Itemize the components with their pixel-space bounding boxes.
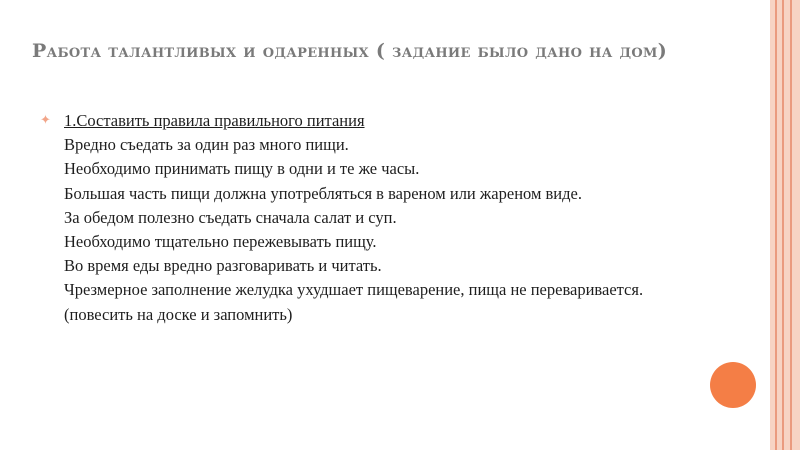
rule-line: Во время еды вредно разговаривать и читать. [64, 256, 382, 276]
bullet-icon: ✦ [40, 113, 51, 128]
stripe-line [782, 0, 784, 450]
rule-line: За обедом полезно съедать сначала салат и суп. [64, 207, 397, 227]
decorative-circle [710, 362, 756, 408]
rule-line: Необходимо тщательно пережевывать пищу. [64, 232, 377, 252]
stripe-line [775, 0, 777, 450]
stripe-line [790, 0, 792, 450]
bullet-text [64, 109, 740, 327]
decorative-stripe-band [770, 0, 800, 450]
instruction-line: (повесить на доске и запомнить) [64, 304, 293, 324]
rule-line: Вредно съедать за один раз много пищи. [64, 135, 349, 155]
rule-line: Чрезмерное заполнение желудка ухудшает пищеварение, пища не переваривается. [64, 280, 644, 300]
rules-heading: 1.Составить правила правильного питания [64, 111, 365, 130]
slide-content [40, 109, 740, 327]
rule-line: Необходимо принимать пищу в одни и те же часы. [64, 159, 420, 179]
slide-title: Работа талантливых и одаренных ( задание было дано на дом) [32, 40, 668, 62]
rule-line: Большая часть пищи должна употребляться в вареном или жареном виде. [64, 183, 582, 203]
